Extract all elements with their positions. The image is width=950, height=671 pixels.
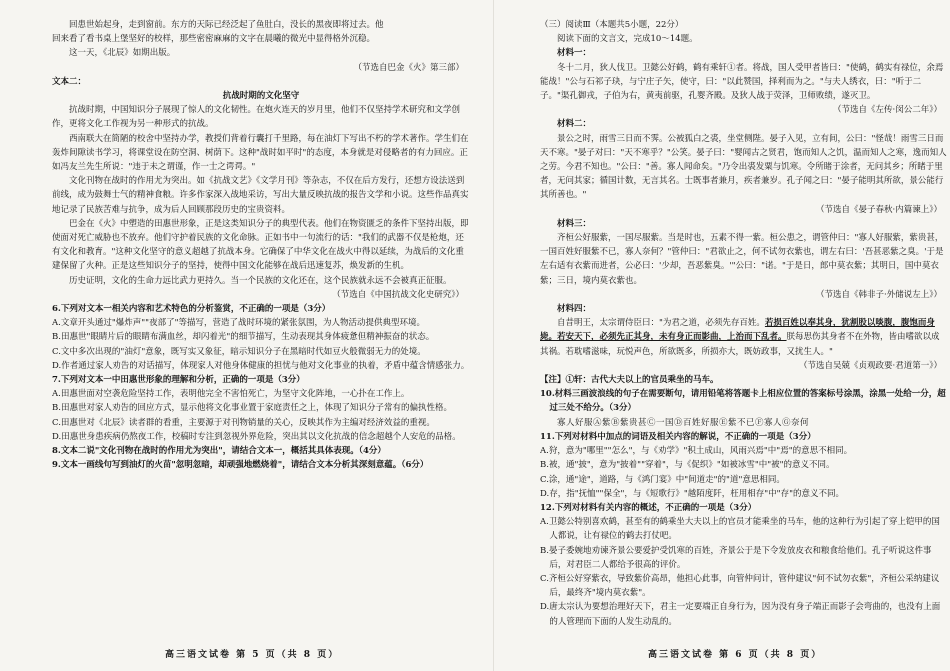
material-4-post: 朕每思伤其身者不在外物，皆由嗜欲以成其祸。若耽嗜滋味，玩悦声色，所欲既多，所损亦大，既妨政事，又扰生人。" — [540, 332, 940, 357]
material-4-pre: 自昔明王，太宗谓侍臣曰："为君之道，必须先存百姓。 — [557, 318, 765, 329]
material-3-text: 齐桓公好服紫，一国尽服紫。当是时也，五素不得一紫。桓公患之，谓管仲曰："寡人好服紫，紫贵甚，一国百姓好服紫不已，寡人奈何？"管仲曰："君欲止之，何不试勿衣紫也，谓左右曰：'吾甚恶紫之臭。'于是左右适有衣紫而进者，公必曰：'少却，吾恶紫臭。'"公曰："诺。"于是日，郎中莫衣紫；其明日，国中莫衣紫；三日，境内莫衣紫也。 — [540, 233, 944, 286]
source-citation: （节选自吴兢《贞观政要·君道第一》） — [799, 360, 942, 371]
question-7-stem: 7.下列对文本一中田惠世形象的理解和分析，正确的一项是（3分） — [52, 375, 305, 386]
source-citation: （节选自《韩非子·外储说左上》） — [816, 289, 942, 300]
question-6-option: B.田惠世"眼睛片后的眼睛布满血丝，却闪着光"的细节描写，生动表现其身体疲惫但精神振奋的状态。 — [52, 332, 435, 343]
page-footer-right: 高三语文试卷 第 6 页（共 8 页） — [648, 650, 823, 660]
question-7-option: A.田惠世面对空袭危险坚持工作，表明他完全不害怕死亡，为坚守文化阵地，一心扑在工作上。 — [52, 389, 410, 400]
question-12-option: C.齐桓公好穿紫衣，导致紫价高昂，他担心此事，向管仲问计，管仲建议"何不试勿衣紫"，齐桓公采纳建议后，最终齐"境内莫衣紫"。 — [540, 573, 940, 599]
question-10-sentence: 寡人好服Ⓐ紫Ⓑ紫贵甚Ⓒ一国Ⓓ百姓好服Ⓔ紫不已Ⓕ寡人Ⓖ奈何 — [557, 417, 810, 428]
source-citation: （节选自巴金《火》第三部） — [353, 62, 464, 73]
material-4-text — [540, 316, 948, 359]
question-12-stem: 12.下列对材料有关内容的概述，不正确的一项是（3分） — [540, 502, 757, 513]
question-9: 9.文本一画线句写到油灯的火苗"忽明忽暗，却顽强地燃烧着"，请结合文本分析其深刻意蕴。（6分） — [52, 460, 429, 471]
question-11-option: C.涂，通"途"，道路，与《鸿门宴》中"间道走"的"道"意思相同。 — [540, 474, 785, 485]
material-2-text: 景公之时，雨雪三日而不霁。公被狐白之裘，坐堂侧陛。晏子入见，立有间，公曰："怪哉！雨雪三日而天不寒。"晏子对曰："天不寒乎？"公笑。晏子曰："婴闻古之贤君，饱而知人之饥，温而知人之寒，逸而知人之劳。今君不知也。"公曰："善。寡人闻命矣。"乃令出裘发粟与饥寒。令所睹于涂者，无问其乡；所睹于里者，无问其家；循国计数，无言其名。士既事者兼月，疾者兼岁。孔子闻之曰："晏子能明其所欲，景公能行其所善也。" — [540, 133, 947, 201]
page-footer-left: 高三语文试卷 第 5 页（共 8 页） — [165, 650, 340, 660]
page-gutter — [493, 0, 494, 671]
passage-paragraph: 巴金在《火》中塑造的田惠世形象，正是这类知识分子的典型代表。他们在物资匮乏的条件下坚持出版，即使面对死亡威胁也不放弃。他们守护着民族的文化命脉。正如书中一句流行的话："我们的武器不仅是枪炮，还有文化和教育。"这种文化坚守的意义超越了抗战本身。它确保了中华文化在战火中得以延续，为战后的文化重建保留了火种。正是这些知识分子的坚持，使得中国文化能够在战后迅速复苏，焕发新的生机。 — [52, 218, 469, 272]
question-11-option: A.狩，意为"哪里""怎么"，与《劝学》"积土成山，风雨兴焉"中"焉"的意思不相同。 — [540, 446, 853, 457]
passage-paragraph: 文化刊物在战时的作用尤为突出。如《抗战文艺》《文学月刊》等杂志，不仅在后方发行，还想方设法送到前线，成为鼓舞士气的精神食粮。许多作家深入战地采访，写出大量反映抗战的报告文学和小说。这些作品真实地记录了民族苦难与抗争，成为后人回顾那段历史的宝贵资料。 — [52, 176, 469, 215]
passage-line: 回患世始起身，走到窗前。东方的天际已经泛起了鱼肚白，没长的黑夜即将过去。他 — [69, 20, 384, 30]
question-8: 8.文本二说"文化刊物在战时的作用尤为突出"，请结合文本一，概括其具体表现。（4分） — [52, 446, 386, 457]
question-7-option: C.田惠世对《北辰》读者群的看重，主要源于对刊物销量的关心，反映其作为主编对经济效益的重视。 — [52, 417, 435, 428]
material-4-label: 材料四： — [557, 304, 592, 315]
passage-line: 回来看了看书桌上堡坚好的校样，那些密密麻麻的文字在晨曦的微光中显得格外沉稳。 — [52, 34, 376, 45]
source-citation: （节选自《中国抗战文化史研究》） — [332, 289, 464, 300]
material-1-text: 冬十二月，狄人伐卫。卫懿公好鹤，鹤有乘轩①者。将战，国人受甲者皆曰："使鹤，鹤实有禄位，余焉能战！"公与石祁子玦，与宁庄子矢，使守，曰："以此赞国，择利而为之。"与夫人绣衣，曰："听于二子。"渠孔御戎，子伯为右，黄夷前驱，孔婴齐殿。及狄人战于荧泽，卫师败绩，遂灭卫。 — [540, 62, 944, 102]
right-page — [540, 18, 948, 642]
question-12-option: A.卫懿公特别喜欢鹤，甚至有的鹤乘坐大夫以上的官员才能乘坐的马车，他的这种行为引起了穿上铠甲的国人都说，让有禄位的鹤去打仗吧。 — [540, 517, 940, 542]
question-12-option: D.唐太宗认为要想治理好天下，君主一定要端正自身行为，因为没有身子端正而影子会弯曲的，也没有上面的人管理而下面的人发生动乱的。 — [540, 602, 941, 627]
passage-paragraph: 西南联大在简陋的校舍中坚持办学，教授们背着行囊打千里路，每在油灯下写出不朽的学术著作。学生们在轰炸间隙读书学习，将课堂设在防空洞、树荫下。这种"战时如平时"的态度，本身就是对侵略者的有力回应。正如冯友兰先生所说："违于未之谓谨，作一士之谔谔。" — [52, 133, 469, 173]
question-7-option: D.田惠世身患疾病仍熬夜工作，校稿时专注到忽视外界危险，突出其以文化抗战的信念超越个人安危的品格。 — [52, 431, 461, 442]
section-heading: （三）阅读Ⅲ（本题共5小题，22分） — [540, 20, 684, 30]
source-citation: （节选自《左传·闵公二年》） — [833, 105, 942, 116]
question-11-stem: 11.下列对材料中加点的词语及相关内容的解说，不正确的一项是（3分） — [540, 431, 816, 442]
source-citation: （节选自《晏子春秋·内篇谏上》） — [816, 204, 942, 215]
material-2-label: 材料二： — [557, 119, 592, 130]
material-4-underlined: 若损百姓以奉其身，犹割股以啖腹，腹饱而身毙。若安天下，必须先正其身，未有身正而影曲，上治而下乱者。 — [540, 318, 935, 343]
annotation-note: 【注】①轩：古代大夫以上的官员乘坐的马车。 — [540, 375, 719, 386]
question-11-option: B.被，通"披"，意为"披着""穿着"，与《促织》"如被冰雪"中"被"的意义不同。 — [540, 460, 835, 471]
question-12-option: B.晏子委婉地劝谏齐景公要爱护受饥寒的百姓，齐景公于是下令发放皮衣和粮食给他们。孔子听说这件事后，对君臣二人都给予很高的评价。 — [540, 545, 932, 570]
text2-title: 抗战时期的文化坚守 — [222, 91, 300, 102]
passage-line: 这一天，《北辰》如期出版。 — [69, 48, 176, 59]
question-7-option: B.田惠世对家人劝告的回应方式，显示他将文化事业置于家庭责任之上，体现了知识分子常有的偏执性格。 — [52, 403, 452, 414]
question-6-option: A.文章开头通过"爆炸声""夜部了"等描写，营造了战时环境的紧张氛围，为人物活动提供典型环境。 — [52, 318, 425, 329]
question-10-stem: 10.材料三画波浪线的句子在需要断句，请用铅笔将答题卡上相应位置的答案标号涂黑，涂黑一处给一分，超过三处不给分。（3分） — [540, 389, 946, 414]
material-3-label: 材料三： — [557, 218, 592, 229]
question-6-option: D.作者通过家人劝告的对话描写，体现家人对他身体健康的担忧与他对文化事业的执着，矛盾中蕴含情感张力。 — [52, 360, 470, 371]
section-intro: 阅读下面的文言文，完成10～14题。 — [557, 34, 698, 45]
material-1-label: 材料一： — [557, 48, 592, 59]
left-page — [52, 18, 470, 642]
question-6-stem: 6.下列对文本一相关内容和艺术特色的分析鉴赏，不正确的一项是（3分） — [52, 304, 331, 315]
text2-label: 文本二： — [52, 76, 87, 87]
passage-paragraph: 历史证明，文化的生命力远比武力更持久。当一个民族的文化还在，这个民族就永远不会被真正征服。 — [69, 275, 452, 286]
question-6-option: C.文中多次出现的"油灯"意象，既写实又象征，暗示知识分子在黑暗时代如豆火般微弱无力的处境。 — [52, 346, 426, 357]
question-11-option: D.存，指"抚恤""保全"，与《短歌行》"越陌度阡，枉用相存"中"存"的意义不同。 — [540, 488, 844, 499]
passage-paragraph: 抗战时期，中国知识分子展现了惊人的文化韧性。在炮火连天的岁月里，他们不仅坚持学术研究和文学创作，更将文化工作视为另一种形式的抗战。 — [52, 105, 461, 130]
